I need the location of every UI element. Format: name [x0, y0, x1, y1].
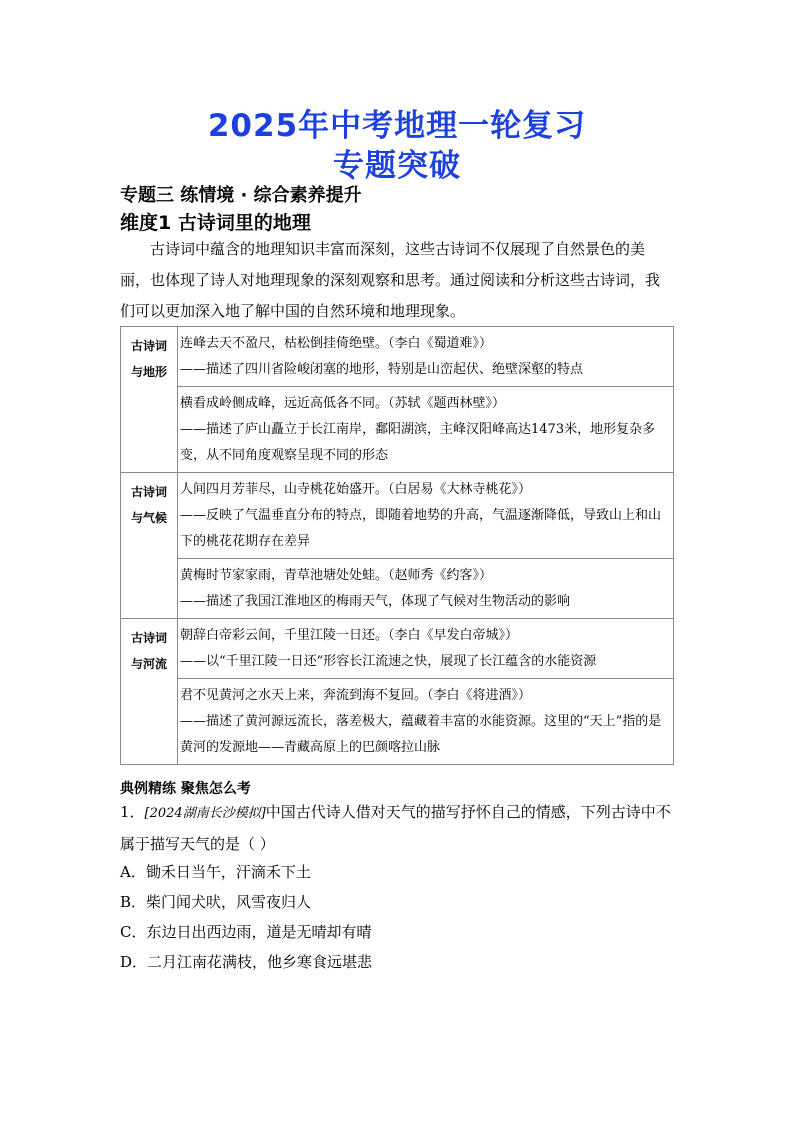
- entry-cell: [178, 473, 674, 559]
- dimension-heading: 维度1 古诗词里的地理: [120, 212, 311, 234]
- document-subtitle: 专题突破: [333, 148, 461, 184]
- category-label: 与河流: [130, 657, 167, 671]
- table-row: [121, 387, 674, 473]
- topic-heading: 专题三 练情境 · 综合素养提升: [120, 185, 362, 206]
- category-label: 与地形: [130, 365, 167, 379]
- category-label: 古诗词: [130, 485, 167, 499]
- poem-text: 连峰去天不盈尺，枯松倒挂倚绝壁。（李白《蜀道难》）: [180, 336, 493, 351]
- practice-heading: 典例精练 聚焦怎么考: [120, 781, 251, 797]
- category-label: 与气候: [130, 511, 167, 525]
- poem-text: 黄梅时节家家雨，青草池塘处处蛙。（赵师秀《约客》）: [180, 568, 493, 583]
- entry-cell: [178, 619, 674, 679]
- table-row: [121, 327, 674, 387]
- poem-text: 朝辞白帝彩云间，千里江陵一日还。（李白《早发白帝城》）: [180, 628, 519, 643]
- category-label: 古诗词: [130, 339, 167, 353]
- table-row: [121, 473, 674, 559]
- answer-options: [120, 857, 372, 977]
- table-row: [121, 679, 674, 765]
- poetry-geography-table: [120, 326, 674, 765]
- option-d: D．二月江南花满枝，他乡寒食远堪悲: [120, 953, 373, 971]
- document-title: 2025年中考地理一轮复习: [207, 108, 587, 144]
- entry-cell: [178, 679, 674, 765]
- category-cell: [121, 473, 178, 619]
- entry-cell: [178, 327, 674, 387]
- poem-text: 横看成岭侧成峰，远近高低各不同。（苏轼《题西林壁》）: [180, 396, 506, 411]
- question-source-tag: [2024湖南长沙模拟]: [144, 806, 266, 821]
- poem-description: ——描述了四川省险峻闭塞的地形，特别是山峦起伏、绝壁深壑的特点: [180, 362, 584, 377]
- question-number: 1．: [120, 803, 145, 821]
- option-c: C．东边日出西边雨，道是无晴却有晴: [120, 923, 372, 941]
- table-row: [121, 559, 674, 619]
- poem-description: ——描述了庐山矗立于长江南岸，鄱阳湖滨，主峰汉阳峰高达1473米，地形复杂多变，从不同角度观察呈现不同的形态: [180, 422, 656, 463]
- poem-description: ——描述了黄河源远流长，落差极大，蕴藏着丰富的水能资源。这里的“天上”指的是黄河的发源地——青藏高原上的巴颜喀拉山脉: [180, 714, 662, 755]
- option-a: A．锄禾日当午，汗滴禾下土: [120, 863, 311, 881]
- option-b: B．柴门闻犬吠，风雪夜归人: [120, 893, 312, 911]
- poem-description: ——以“千里江陵一日还”形容长江流速之快，展现了长江蕴含的水能资源: [180, 654, 597, 669]
- category-cell: [121, 327, 178, 473]
- poem-text: 人间四月芳菲尽，山寺桃花始盛开。（白居易《大林寺桃花》）: [180, 482, 532, 497]
- entry-cell: [178, 559, 674, 619]
- entry-cell: [178, 387, 674, 473]
- question-stem: [120, 797, 680, 859]
- question-text: 中国古代诗人借对天气的描写抒怀自己的情感，下列古诗中不属于描写天气的是（ ）: [120, 803, 671, 853]
- poem-description: ——反映了气温垂直分布的特点，即随着地势的升高，气温逐渐降低，导致山上和山下的桃花花期存在差异: [180, 508, 662, 549]
- category-label: 古诗词: [130, 631, 167, 645]
- poem-text: 君不见黄河之水天上来，奔流到海不复回。（李白《将进酒》）: [180, 688, 532, 703]
- table-row: [121, 619, 674, 679]
- poem-description: ——描述了我国江淮地区的梅雨天气，体现了气候对生物活动的影响: [180, 594, 571, 609]
- intro-paragraph: 古诗词中蕴含的地理知识丰富而深刻，这些古诗词不仅展现了自然景色的美丽，也体现了诗人对地理现象的深刻观察和思考。通过阅读和分析这些古诗词，我们可以更加深入地了解中国的自然环境和地理现象。: [120, 240, 661, 320]
- category-cell: [121, 619, 178, 765]
